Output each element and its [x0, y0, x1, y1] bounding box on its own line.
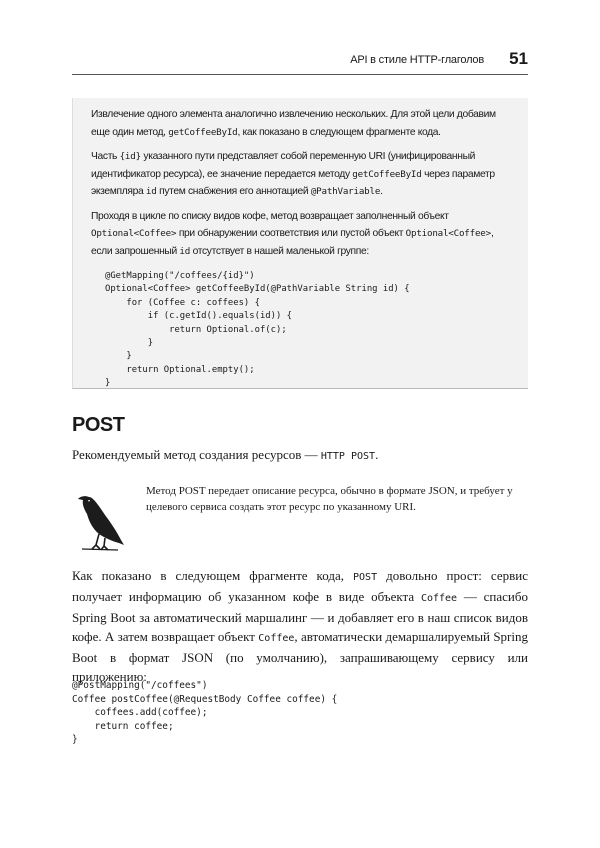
page-number: 51 [509, 49, 528, 68]
page-header [72, 49, 528, 75]
running-title: API в стиле HTTP-глаголов [350, 54, 484, 66]
section-title: POST [72, 414, 125, 436]
sidebar-code-block: @GetMapping("/coffees/{id}") Optional<Coffee> getCoffeeById(@PathVariable String id) { for (Coffee c: coffees) { if (c.getId().equals(id)) { return Optional.of(c); } } return Optional.empty(); } [105, 271, 410, 389]
sidebar-paragraph-2: Часть {id} указанного пути представляет собой переменную URI (унифицированный идентификатор ресурса), ее значение передается методу getCoffeeById через параметр экземпляра id путем снабжения его аннотацией @PathVariable. [91, 151, 495, 197]
sidebar-paragraph-1: Извлечение одного элемента аналогично извлечению нескольких. Для этой цели добавим еще один метод, getCoffeeById, как показано в следующем фрагменте кода. [91, 109, 496, 138]
section-lead: Рекомендуемый метод создания ресурсов — HTTP POST. [72, 447, 379, 462]
note-text: Метод POST передает описание ресурса, обычно в формате JSON, и требует у целевого сервиса создать этот ресурс по указанному URI. [146, 485, 513, 513]
post-code-block: @PostMapping("/coffees") Coffee postCoffee(@RequestBody Coffee coffee) { coffees.add(coffee); return coffee; } [72, 680, 338, 746]
body-paragraph: Как показано в следующем фрагменте кода, POST довольно прост: сервис получает информацию об указанном кофе в виде объекта Coffee — спасибо Spring Boot за автоматический маршалинг — и добавляет его в наш список видов кофе. А затем возвращает объект Coffee, автоматически демаршалируемый Spring Boot в формат JSON (по умолчанию), запрашивающему сервису или приложению: [72, 568, 529, 684]
crow-icon [72, 483, 128, 553]
sidebar-paragraph-3: Проходя в цикле по списку видов кофе, метод возвращает заполненный объект Optional<Coffee> при обнаружении соответствия или пустой объект Optional<Coffee>, если запрошенный id отсутствует в нашей маленькой группе: [91, 210, 494, 257]
sidebar-box [72, 98, 528, 389]
